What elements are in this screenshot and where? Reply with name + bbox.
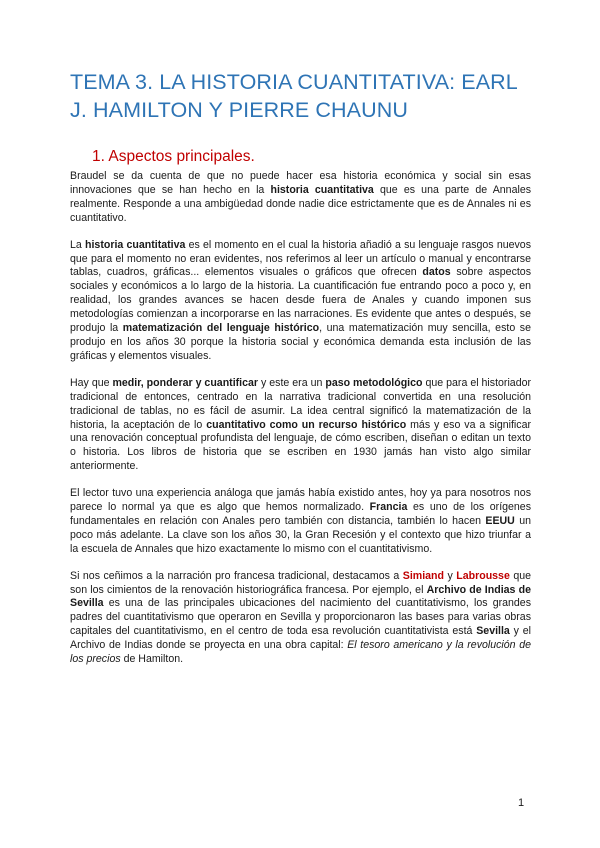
highlighted-name: Simiand — [402, 569, 444, 582]
text-run: que para el historiador tradicional de entonces, centrado en la narrativa tradicional convertida en una resolución tradicional de tablas, no es fácil de asumir. La idea central significó la matematización de la historia, la aceptación de lo — [70, 376, 532, 431]
page-number: 1 — [518, 797, 525, 809]
text-run: un poco más adelante. La clave son los años 30, la Gran Recesión y el contexto que hizo triunfar a la escuela de Annales que hizo exactamente lo mismo con el cuantitativismo. — [70, 514, 531, 555]
text-run: que es una parte de Annales realmente. Responde a una ambigüedad donde nadie dice estrictamente que es de Annales ni es cuantitativo. — [70, 183, 532, 224]
text-run: El lector tuvo una experiencia análoga que jamás había existido antes, hoy ya para nosotros nos parece lo normal ya que es algo que hemos normalizado. — [70, 487, 531, 514]
bold-term: Sevilla — [476, 625, 510, 638]
bold-term: Francia — [369, 501, 408, 514]
section-heading: 1. Aspectos principales. — [92, 148, 255, 165]
text-run: , una matematización muy sencilla, esto se produjo en los años 30 porque la historia social y económica demanda esta inclusión de las gráficas y elementos visuales. — [70, 322, 531, 362]
text-run: es una de las principales ubicaciones del nacimiento del cuantitativismo, los grandes padres del cuantitativismo que operaron en Sevilla y proporcionaron las bases para varias obras capitales del cuantitativismo, en el centro de toda esa revolución cuantitativista está — [70, 597, 531, 638]
bold-term: Archivo de Indias de Sevilla — [70, 583, 531, 610]
bold-term: historia cuantitativa — [270, 183, 374, 196]
text-run: es el momento en el cual la historia añadió a su lenguaje rasgos nuevos que para el momento no eran evidentes, nos referimos al leer un artículo o manual y encontrarse tablas, cuadros, gráficas... elementos visuales o gráficos que ofrecen — [70, 238, 531, 279]
text-run: La — [70, 238, 86, 251]
paragraph-4 — [70, 487, 531, 557]
paragraph-5 — [70, 570, 531, 667]
paragraph-3 — [70, 377, 531, 474]
document-body — [70, 170, 531, 680]
bold-term: datos — [422, 266, 451, 279]
paragraph-2 — [70, 239, 531, 364]
text-run: de Hamilton. — [120, 653, 184, 666]
bold-term: matematización del lenguaje histórico — [122, 322, 320, 335]
bold-term: historia cuantitativa — [85, 238, 186, 251]
text-run: que son los cimientos de la renovación historiográfica francesa. Por ejemplo, el — [70, 569, 532, 596]
text-run: Hay que — [70, 376, 113, 389]
highlighted-name: Labrousse — [456, 569, 510, 582]
bold-term: cuantitativo como un recurso histórico — [206, 418, 407, 431]
book-title: El tesoro americano y la revolución de los precios — [70, 639, 531, 666]
text-run: Si nos ceñimos a la narración pro francesa tradicional, destacamos a — [70, 569, 403, 582]
text-run: más y eso va a significar una renovación conceptual profundista del lenguaje, de cómo escriben, diseñan o editan un texto o historia. Los libros de historia que se escriben en 1930 jamás han visto algo similar anteriormente. — [70, 418, 532, 473]
bold-term: EEUU — [485, 514, 515, 527]
text-run: es uno de los orígenes fundamentales en relación con Anales pero también con distancia, también lo hacen — [70, 501, 531, 527]
paragraph-1 — [70, 170, 531, 226]
text-run: y el Archivo de Indias donde se proyecta en una obra capital: — [70, 625, 531, 652]
text-run: sobre aspectos sociales y económicos a lo largo de la historia. La cuantificación fue entrando poco a poco y, en realidad, los grandes avances se hacen desde fuera de Anales y cuando imponen sus metodologías comienzan a incorporarse en las narraciones. Es evidente que antes o después, se produjo la — [70, 266, 531, 335]
text-run: Braudel se da cuenta de que no puede hacer esa historia económica y social sin esas innovaciones que se han hecho en la — [70, 170, 531, 196]
text-run: y — [443, 569, 457, 582]
document-title: TEMA 3. LA HISTORIA CUANTITATIVA: EARL J. HAMILTON Y PIERRE CHAUNU — [70, 70, 518, 122]
bold-term: medir, ponderar y cuantificar — [112, 376, 259, 389]
bold-term: paso metodológico — [325, 376, 423, 389]
text-run: y este era un — [258, 376, 326, 389]
